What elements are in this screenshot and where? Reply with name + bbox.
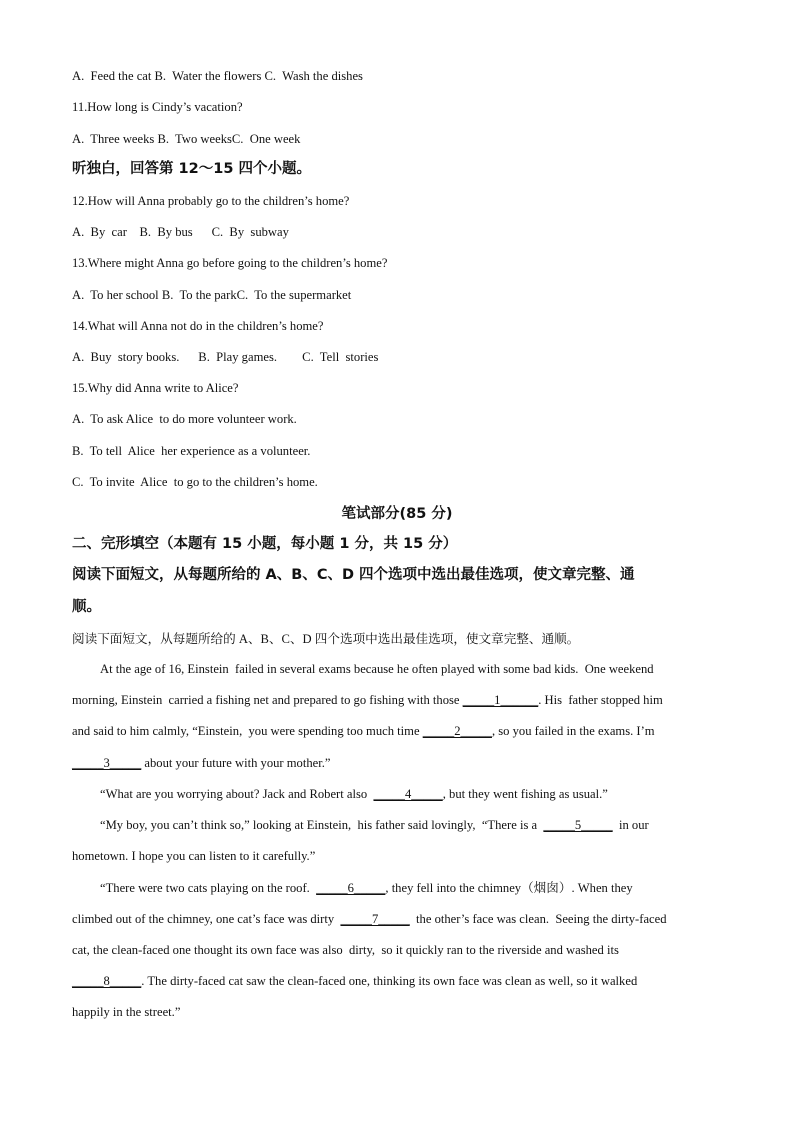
passage-text: , so you failed in the exams. I’m (491, 724, 655, 738)
passage-line: cat, the clean-faced one thought its own face was also dirty, so it quickly ran to the riverside and washed its (72, 943, 619, 957)
blank-8: _____8_____ (72, 974, 142, 988)
passage-line (72, 755, 330, 771)
q12-options: A. By car B. By bus C. By subway (72, 225, 289, 239)
cloze-instructions-bold-cont: 顺。 (72, 599, 101, 615)
q14-question: 14.What will Anna not do in the children’s home? (72, 319, 324, 333)
q15-question: 15.Why did Anna write to Alice? (72, 381, 239, 395)
passage-text: about your future with your mother.” (141, 756, 331, 770)
q11-options: A. Three weeks B. Two weeksC. One week (72, 132, 301, 146)
q15-option-c: C. To invite Alice to go to the children’s home. (72, 475, 318, 489)
passage-text: climbed out of the chimney, one cat’s face was dirty (72, 912, 341, 926)
passage-text: and said to him calmly, “Einstein, you were spending too much time (72, 724, 423, 738)
cloze-section-heading: 二、完形填空（本题有 15 小题，每小题 1 分，共 15 分） (72, 536, 458, 552)
passage-text: , they fell into the chimney（烟囱）. When they (385, 881, 633, 895)
passage-line: At the age of 16, Einstein failed in several exams because he often played with some bad kids. One weekend (100, 662, 654, 676)
passage-text: , but they went fishing as usual.” (442, 787, 608, 801)
q15-option-b: B. To tell Alice her experience as a volunteer. (72, 444, 311, 458)
cloze-instructions: 阅读下面短文，从每题所给的 A、B、C、D 四个选项中选出最佳选项，使文章完整、通顺。 (72, 632, 580, 646)
blank-5: _____5_____ (543, 818, 613, 832)
passage-line: happily in the street.” (72, 1005, 181, 1019)
q12-question: 12.How will Anna probably go to the children’s home? (72, 194, 350, 208)
written-section-title: 笔试部分(85 分) (341, 506, 453, 522)
passage-text: “What are you worrying about? Jack and Robert also (100, 787, 374, 801)
passage-line (72, 692, 663, 708)
passage-line (100, 880, 633, 896)
passage-text: “There were two cats playing on the roof. (100, 881, 317, 895)
passage-line (72, 911, 667, 927)
passage-text: in our (612, 818, 649, 832)
passage-text: the other’s face was clean. Seeing the dirty-faced (409, 912, 667, 926)
q10-options: A. Feed the cat B. Water the flowers C. Wash the dishes (72, 69, 363, 83)
blank-4: _____4_____ (373, 787, 443, 801)
q13-question: 13.Where might Anna go before going to the children’s home? (72, 256, 388, 270)
q15-option-a: A. To ask Alice to do more volunteer work. (72, 412, 297, 426)
passage-line (100, 786, 608, 802)
blank-3: _____3_____ (72, 756, 142, 770)
blank-2: _____2_____ (422, 724, 492, 738)
passage-text: . His father stopped him (538, 693, 663, 707)
passage-line (100, 817, 649, 833)
q14-options: A. Buy story books. B. Play games. C. Tell stories (72, 350, 379, 364)
passage-text: “My boy, you can’t think so,” looking at Einstein, his father said lovingly, “There is a (100, 818, 544, 832)
cloze-instructions-bold: 阅读下面短文，从每题所给的 A、B、C、D 四个选项中选出最佳选项，使文章完整、通 (72, 567, 635, 583)
q13-options: A. To her school B. To the parkC. To the supermarket (72, 288, 352, 302)
passage-line (72, 723, 655, 739)
monologue-heading: 听独白，回答第 12～15 四个小题。 (72, 161, 311, 177)
blank-1: _____1______ (462, 693, 539, 707)
passage-line (72, 973, 637, 989)
blank-6: _____6_____ (316, 881, 386, 895)
passage-line: hometown. I hope you can listen to it carefully.” (72, 849, 316, 863)
q11-question: 11.How long is Cindy’s vacation? (72, 100, 243, 114)
passage-text: . The dirty-faced cat saw the clean-faced one, thinking its own face was clean as well, so it walked (141, 974, 638, 988)
blank-7: _____7_____ (340, 912, 410, 926)
passage-text: morning, Einstein carried a fishing net and prepared to go fishing with those (72, 693, 463, 707)
